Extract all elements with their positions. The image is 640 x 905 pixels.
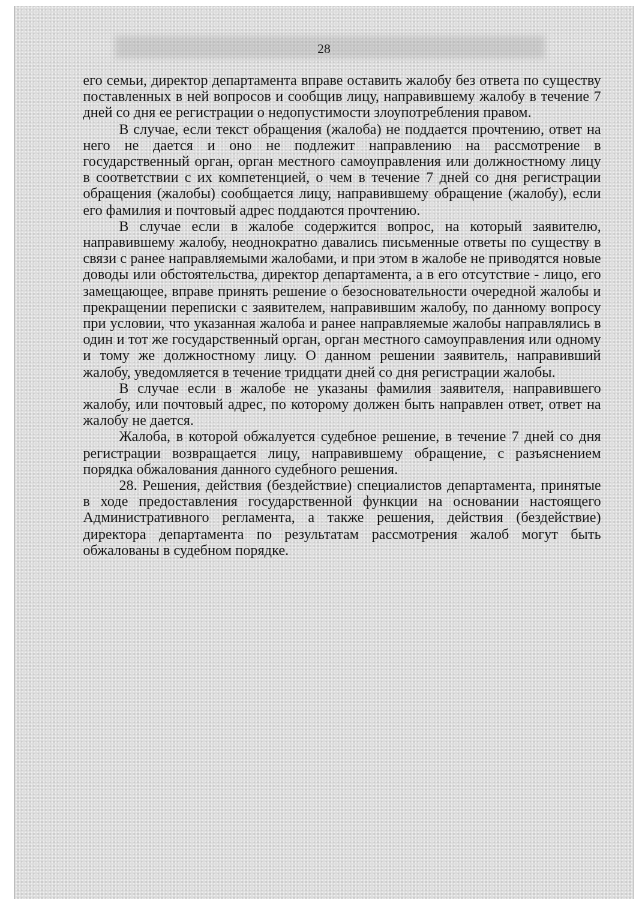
scanned-page xyxy=(14,6,634,899)
document-body xyxy=(83,73,601,559)
paragraph-continuation: его семьи, директор департамента вправе оставить жалобу без ответа по существу поставленных в ней вопросов и сообщив лицу, направившему жалобу в течение 7 дней со дня ее регистрации о недопустимости злоупотребления правом. xyxy=(83,73,601,122)
paragraph-court-decision: Жалоба, в которой обжалуется судебное решение, в течение 7 дней со дня регистрации возвращается лицу, направившему обращение, с разъяснением порядка обжалования данного судебного решения. xyxy=(83,429,601,478)
paragraph-unreadable-complaint: В случае, если текст обращения (жалоба) не поддается прочтению, ответ на него не дается и оно не подлежит направлению на рассмотрение в государственный орган, орган местного самоуправления или должностному лицу в соответствии с их компетенцией, о чем в течение 7 дней со дня регистрации обращения (жалобы) сообщается лицу, направившему обращение (жалобу), если его фамилия и почтовый адрес поддаются прочтению. xyxy=(83,121,601,219)
paragraph-item-28: 28. Решения, действия (бездействие) специалистов департамента, принятые в ходе предоставления государственной функции на основании настоящего Административного регламента, а также решения, действия (бездействие) директора департамента по результатам рассмотрения жалоб могут быть обжалованы в судебном порядке. xyxy=(83,478,601,559)
paragraph-repeated-complaint: В случае если в жалобе содержится вопрос, на который заявителю, направившему жалобу, неоднократно давались письменные ответы по существу в связи с ранее направляемыми жалобами, и при этом в жалобе не приводятся новые доводы или обстоятельства, директор департамента, а в его отсутствие - лицо, его замещающее, вправе принять решение о безосновательности очередной жалобы и прекращении переписки с заявителем, направившим жалобу, по данному вопросу при условии, что указанная жалоба и ранее направляемые жалобы направлялись в один и тот же государственный орган, орган местного самоуправления или одному и тому же должностному лицу. О данном решении заявитель, направивший жалобу, уведомляется в течение тридцати дней со дня регистрации жалобы. xyxy=(83,218,601,381)
paragraph-anonymous-complaint: В случае если в жалобе не указаны фамилия заявителя, направившего жалобу, или почтовый адрес, по которому должен быть направлен ответ, ответ на жалобу не дается. xyxy=(83,380,601,430)
page-number: 28 xyxy=(317,41,331,56)
